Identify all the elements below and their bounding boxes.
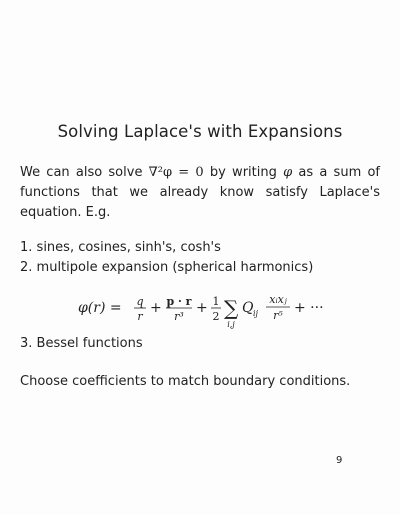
intro-text-1: We can also solve	[20, 165, 149, 180]
list-number: 2.	[20, 260, 33, 275]
sum-symbol: ∑	[224, 296, 239, 320]
list-number: 1.	[20, 240, 33, 255]
coefficient-subscript: ij	[253, 309, 259, 318]
plus-sign: +	[196, 300, 208, 316]
slide-title: Solving Laplace's with Expansions	[57, 122, 343, 141]
laplace-equation: ∇²φ = 0	[148, 165, 204, 180]
intro-paragraph	[20, 163, 380, 223]
intro-text-3: as a sum of functions that we already know satisfy Laplace's equation. E.g.	[20, 165, 380, 220]
term4-numerator: xᵢxⱼ	[269, 293, 287, 306]
term3-denominator: 2	[212, 310, 220, 323]
term4-denominator: r⁵	[273, 309, 283, 322]
term3-numerator: 1	[212, 295, 220, 308]
closing-statement: Choose coefficients to match boundary conditions.	[20, 374, 351, 389]
list-text: Bessel functions	[36, 336, 143, 351]
term1-denominator: r	[137, 310, 143, 323]
term2-numerator: p · r	[166, 295, 192, 308]
list-text: multipole expansion (spherical harmonics)	[36, 260, 314, 275]
quadrupole-coefficient: Q	[242, 300, 254, 316]
phi-symbol: φ	[283, 165, 293, 180]
page-number: 9	[336, 455, 343, 466]
sum-subscript: i,j	[227, 320, 235, 329]
intro-text-2: by writing	[203, 165, 284, 180]
list-number: 3.	[20, 336, 33, 351]
term2-denominator: r³	[174, 310, 184, 323]
term1-numerator: q	[136, 295, 144, 308]
list-text: sines, cosines, sinh's, cosh's	[36, 240, 221, 255]
multipole-equation	[78, 289, 348, 329]
list-item	[20, 238, 221, 258]
series-continuation: + ···	[294, 300, 324, 316]
equation-lhs: φ(r) =	[78, 300, 122, 316]
plus-sign: +	[150, 300, 162, 316]
list-item	[20, 334, 143, 354]
list-item	[20, 258, 313, 278]
